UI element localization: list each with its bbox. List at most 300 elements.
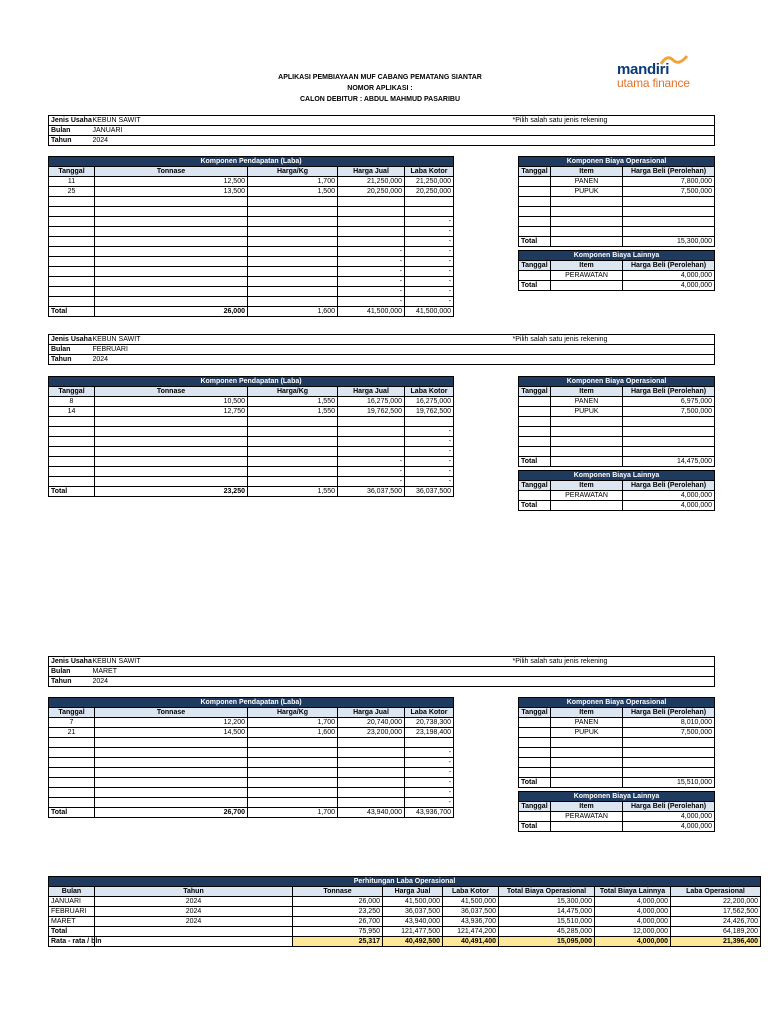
cell-harga-beli: 8,010,000 (623, 718, 715, 728)
cell-tanggal: 14 (49, 407, 95, 417)
cell-laba-kotor: - (405, 427, 454, 437)
total-row (519, 778, 715, 788)
total-harga-beli: 15,510,000 (623, 778, 715, 788)
summary-cell: 24,426,700 (671, 917, 761, 927)
info-row-tahun (49, 677, 715, 687)
total-label: Total (519, 281, 551, 291)
jenis-usaha-value: KEBUN SAWIT (92, 658, 141, 665)
tahun-label: Tahun (49, 355, 91, 365)
summary-average-cell: 21,396,400 (671, 937, 761, 947)
cell-laba-kotor (405, 207, 454, 217)
cell-laba-kotor: - (405, 758, 454, 768)
col-header-item: Item (551, 167, 623, 177)
cell-item: PUPUK (551, 407, 623, 417)
summary-col-header: Laba Kotor (443, 887, 499, 897)
col-header-tanggal: Tanggal (519, 481, 551, 491)
cell-tanggal (519, 748, 551, 758)
col-header-laba-kotor: Laba Kotor (405, 167, 454, 177)
tahun-label: Tahun (49, 677, 91, 687)
cell-tanggal (49, 447, 95, 457)
cell-tonnase (95, 457, 248, 467)
total-label: Total (519, 778, 551, 788)
total-row (519, 822, 715, 832)
cell-harga-jual: 21,250,000 (338, 177, 405, 187)
cell-laba-kotor (405, 738, 454, 748)
cell-item (551, 437, 623, 447)
cell-harga-jual: - (338, 267, 405, 277)
cell-harga-kg (248, 417, 338, 427)
col-header-item: Item (551, 802, 623, 812)
info-row-bulan (49, 126, 715, 136)
cell-item (551, 738, 623, 748)
cell-harga-jual (338, 207, 405, 217)
cell-tonnase (95, 267, 248, 277)
col-header-harga-beli: Harga Beli (Perolehan) (623, 481, 715, 491)
bulan-value: JANUARI (91, 126, 511, 136)
bulan-value: MARET (91, 667, 511, 677)
summary-cell: 4,000,000 (595, 917, 671, 927)
cell-tanggal (519, 758, 551, 768)
cell-tonnase (95, 257, 248, 267)
cell-harga-jual (338, 738, 405, 748)
table-row (49, 758, 454, 768)
cell-harga-jual (338, 798, 405, 808)
cell-tanggal (519, 207, 551, 217)
table-row (49, 417, 454, 427)
cell-harga-kg: 1,550 (248, 407, 338, 417)
application-number: NOMOR APLIKASI : (347, 85, 413, 92)
cell-tonnase: 14,500 (95, 728, 248, 738)
cell-tanggal (49, 798, 95, 808)
cell-item (551, 768, 623, 778)
table-row (519, 217, 715, 227)
empty-cell (511, 667, 715, 677)
cell-tanggal: 25 (49, 187, 95, 197)
summary-average-cell: 25,317 (293, 937, 383, 947)
cell-harga-kg (248, 277, 338, 287)
cell-harga-kg (248, 778, 338, 788)
cell-laba-kotor: - (405, 217, 454, 227)
summary-cell: 41,500,000 (383, 897, 443, 907)
col-header-laba-kotor: Laba Kotor (405, 387, 454, 397)
empty-cell (551, 778, 623, 788)
jenis-usaha-value: KEBUN SAWIT (92, 336, 141, 343)
cell-laba-kotor (405, 417, 454, 427)
cell-item (551, 227, 623, 237)
table-row (519, 271, 715, 281)
col-header-tonnase: Tonnase (95, 167, 248, 177)
cell-laba-kotor: 16,275,000 (405, 397, 454, 407)
table-row (519, 207, 715, 217)
tahun-value: 2024 (91, 677, 511, 687)
cell-harga-beli (623, 427, 715, 437)
info-row-tahun (49, 355, 715, 365)
col-header-harga-beli: Harga Beli (Perolehan) (623, 708, 715, 718)
cell-item (551, 417, 623, 427)
cell-item (551, 758, 623, 768)
info-row-jenis-usaha (49, 335, 715, 345)
summary-col-header: Laba Operasional (671, 887, 761, 897)
rekening-note: *Pilih salah satu jenis rekening (512, 336, 608, 343)
pendapatan-table (48, 156, 454, 317)
cell-harga-jual (338, 788, 405, 798)
cell-tonnase (95, 417, 248, 427)
total-harga-beli: 15,300,000 (623, 237, 715, 247)
cell-tanggal (519, 812, 551, 822)
jenis-usaha-value: KEBUN SAWIT (92, 117, 141, 124)
table-row (49, 247, 454, 257)
cell-tanggal (519, 417, 551, 427)
cell-harga-beli (623, 437, 715, 447)
table-row (519, 748, 715, 758)
summary-cell: 4,000,000 (595, 907, 671, 917)
cell-harga-jual: 19,762,500 (338, 407, 405, 417)
cell-laba-kotor: - (405, 277, 454, 287)
cell-tanggal (49, 277, 95, 287)
cell-harga-kg (248, 457, 338, 467)
cell-tonnase (95, 277, 248, 287)
cell-harga-jual (338, 227, 405, 237)
cell-laba-kotor: - (405, 457, 454, 467)
info-table (48, 115, 715, 146)
col-header-harga-beli: Harga Beli (Perolehan) (623, 387, 715, 397)
jenis-usaha-label: Jenis Usaha (51, 336, 92, 343)
summary-title: Perhitungan Laba Operasional (49, 877, 761, 887)
cell-tanggal: 7 (49, 718, 95, 728)
biaya-operasional-table (518, 376, 715, 467)
table-row (519, 227, 715, 237)
summary-cell: 36,037,500 (383, 907, 443, 917)
cell-tanggal (519, 738, 551, 748)
table-row (49, 177, 454, 187)
info-row-bulan (49, 345, 715, 355)
cell-tanggal (519, 407, 551, 417)
cell-harga-jual (338, 778, 405, 788)
cell-harga-beli: 6,975,000 (623, 397, 715, 407)
biaya-lainnya-title: Komponen Biaya Lainnya (519, 251, 715, 261)
table-row (49, 237, 454, 247)
cell-item: PANEN (551, 718, 623, 728)
total-laba-kotor: 36,037,500 (405, 487, 454, 497)
cell-harga-kg (248, 227, 338, 237)
cell-tanggal (49, 267, 95, 277)
cell-harga-kg (248, 287, 338, 297)
total-tonnase: 26,700 (95, 808, 248, 818)
total-label: Total (519, 822, 551, 832)
cell-tonnase: 10,500 (95, 397, 248, 407)
cell-item (551, 197, 623, 207)
cell-tanggal (49, 207, 95, 217)
biaya-lainnya-table (518, 250, 715, 291)
cell-tanggal (49, 778, 95, 788)
cell-item (551, 748, 623, 758)
summary-col-header: Bulan (49, 887, 95, 897)
bulan-label: Bulan (49, 345, 91, 355)
biaya-operasional-table (518, 156, 715, 247)
cell-tonnase (95, 447, 248, 457)
table-row (49, 217, 454, 227)
tahun-value: 2024 (91, 136, 511, 146)
table-row (49, 447, 454, 457)
cell-harga-kg (248, 427, 338, 437)
cell-tonnase: 12,200 (95, 718, 248, 728)
col-header-tonnase: Tonnase (95, 387, 248, 397)
cell-tanggal: 11 (49, 177, 95, 187)
info-table (48, 334, 715, 365)
cell-harga-jual (338, 437, 405, 447)
summary-col-header: Tahun (95, 887, 293, 897)
total-row (49, 307, 454, 317)
cell-harga-kg (248, 197, 338, 207)
summary-total-cell: 12,000,000 (595, 927, 671, 937)
cell-tanggal (519, 718, 551, 728)
table-row (519, 177, 715, 187)
cell-tonnase (95, 798, 248, 808)
total-harga-beli: 4,000,000 (623, 822, 715, 832)
summary-col-header: Total Biaya Lainnya (595, 887, 671, 897)
cell-harga-beli (623, 758, 715, 768)
summary-average-cell: 4,000,000 (595, 937, 671, 947)
mandiri-logo (617, 52, 717, 94)
total-row (519, 281, 715, 291)
total-harga-kg: 1,700 (248, 808, 338, 818)
cell-laba-kotor: 19,762,500 (405, 407, 454, 417)
cell-tanggal: 8 (49, 397, 95, 407)
cell-tonnase (95, 768, 248, 778)
table-row (49, 768, 454, 778)
cell-tanggal (519, 217, 551, 227)
cell-tonnase (95, 287, 248, 297)
col-header-harga-jual: Harga Jual (338, 387, 405, 397)
total-laba-kotor: 43,936,700 (405, 808, 454, 818)
summary-cell: 36,037,500 (443, 907, 499, 917)
cell-tonnase (95, 748, 248, 758)
summary-col-header: Harga Jual (383, 887, 443, 897)
biaya-lainnya-table (518, 470, 715, 511)
col-header-harga-kg: Harga/Kg (248, 387, 338, 397)
table-row (519, 197, 715, 207)
cell-item: PUPUK (551, 728, 623, 738)
table-row (49, 397, 454, 407)
summary-average-cell: 15,095,000 (499, 937, 595, 947)
col-header-harga-kg: Harga/Kg (248, 708, 338, 718)
total-label: Total (519, 457, 551, 467)
cell-harga-beli (623, 217, 715, 227)
total-laba-kotor: 41,500,000 (405, 307, 454, 317)
cell-item: PERAWATAN (551, 271, 623, 281)
info-row-jenis-usaha (49, 657, 715, 667)
total-harga-beli: 14,475,000 (623, 457, 715, 467)
col-header-item: Item (551, 481, 623, 491)
biaya-operasional-table (518, 697, 715, 788)
cell-tonnase (95, 758, 248, 768)
summary-row (49, 897, 761, 907)
jenis-usaha-label: Jenis Usaha (51, 117, 92, 124)
col-header-harga-beli: Harga Beli (Perolehan) (623, 802, 715, 812)
table-row (519, 738, 715, 748)
cell-harga-kg: 1,550 (248, 397, 338, 407)
cell-laba-kotor: - (405, 798, 454, 808)
cell-tanggal (49, 788, 95, 798)
summary-col-header: Total Biaya Operasional (499, 887, 595, 897)
cell-harga-kg (248, 217, 338, 227)
total-tonnase: 23,250 (95, 487, 248, 497)
empty-cell (511, 136, 715, 146)
cell-harga-kg (248, 788, 338, 798)
cell-tanggal (519, 187, 551, 197)
table-row (519, 491, 715, 501)
pendapatan-table (48, 376, 454, 497)
cell-laba-kotor: - (405, 287, 454, 297)
info-row-jenis-usaha (49, 116, 715, 126)
biaya-lainnya-table (518, 791, 715, 832)
table-row (519, 728, 715, 738)
cell-harga-kg: 1,500 (248, 187, 338, 197)
cell-tonnase (95, 297, 248, 307)
cell-tanggal (49, 758, 95, 768)
empty-cell (551, 457, 623, 467)
cell-tonnase: 12,750 (95, 407, 248, 417)
empty-cell (551, 822, 623, 832)
summary-cell: FEBRUARI (49, 907, 95, 917)
biaya-operasional-title: Komponen Biaya Operasional (519, 377, 715, 387)
cell-harga-jual: - (338, 477, 405, 487)
table-row (49, 477, 454, 487)
cell-laba-kotor: - (405, 437, 454, 447)
cell-tonnase (95, 197, 248, 207)
cell-harga-jual: - (338, 277, 405, 287)
cell-harga-kg (248, 437, 338, 447)
cell-harga-beli: 7,800,000 (623, 177, 715, 187)
cell-harga-beli (623, 417, 715, 427)
summary-cell: 2024 (95, 917, 293, 927)
summary-total-cell: 64,189,200 (671, 927, 761, 937)
cell-laba-kotor: - (405, 257, 454, 267)
col-header-harga-jual: Harga Jual (338, 708, 405, 718)
summary-cell: 17,562,500 (671, 907, 761, 917)
cell-harga-kg (248, 267, 338, 277)
cell-tanggal (49, 427, 95, 437)
jenis-usaha-label: Jenis Usaha (51, 658, 92, 665)
cell-harga-kg (248, 257, 338, 267)
cell-harga-beli (623, 197, 715, 207)
total-label: Total (49, 808, 95, 818)
cell-harga-beli (623, 207, 715, 217)
bulan-label: Bulan (49, 126, 91, 136)
summary-total-cell: 121,477,500 (383, 927, 443, 937)
summary-average-cell: 40,491,400 (443, 937, 499, 947)
empty-cell (511, 355, 715, 365)
summary-row (49, 907, 761, 917)
cell-harga-kg: 1,600 (248, 728, 338, 738)
col-header-laba-kotor: Laba Kotor (405, 708, 454, 718)
pendapatan-title: Komponen Pendapatan (Laba) (49, 698, 454, 708)
cell-tonnase: 13,500 (95, 187, 248, 197)
empty-cell (551, 237, 623, 247)
cell-tanggal (49, 287, 95, 297)
cell-harga-beli: 7,500,000 (623, 728, 715, 738)
cell-laba-kotor: - (405, 788, 454, 798)
cell-harga-jual: - (338, 247, 405, 257)
cell-harga-kg: 1,700 (248, 718, 338, 728)
cell-harga-beli: 4,000,000 (623, 812, 715, 822)
col-header-tonnase: Tonnase (95, 708, 248, 718)
table-row (49, 748, 454, 758)
tahun-label: Tahun (49, 136, 91, 146)
cell-item: PERAWATAN (551, 491, 623, 501)
info-row-tahun (49, 136, 715, 146)
cell-laba-kotor: - (405, 477, 454, 487)
table-row (519, 417, 715, 427)
cell-harga-jual (338, 217, 405, 227)
cell-tanggal (519, 437, 551, 447)
table-row (49, 437, 454, 447)
summary-total-cell (95, 927, 293, 937)
cell-laba-kotor: - (405, 778, 454, 788)
total-row (49, 808, 454, 818)
cell-tanggal (49, 227, 95, 237)
cell-harga-jual (338, 237, 405, 247)
table-row (49, 187, 454, 197)
cell-tanggal (49, 748, 95, 758)
cell-tanggal (519, 397, 551, 407)
col-header-harga-jual: Harga Jual (338, 167, 405, 177)
cell-harga-beli: 4,000,000 (623, 491, 715, 501)
cell-laba-kotor: - (405, 467, 454, 477)
summary-total-cell: Total (49, 927, 95, 937)
table-row (519, 768, 715, 778)
col-header-tanggal: Tanggal (49, 387, 95, 397)
col-header-item: Item (551, 387, 623, 397)
empty-cell (551, 281, 623, 291)
cell-item: PANEN (551, 177, 623, 187)
cell-harga-beli: 4,000,000 (623, 271, 715, 281)
empty-cell (511, 126, 715, 136)
table-row (519, 407, 715, 417)
cell-harga-kg (248, 748, 338, 758)
cell-harga-kg (248, 768, 338, 778)
table-row (49, 778, 454, 788)
summary-cell: 43,936,700 (443, 917, 499, 927)
cell-tonnase (95, 477, 248, 487)
cell-tanggal (49, 477, 95, 487)
cell-harga-kg (248, 477, 338, 487)
cell-tanggal (49, 217, 95, 227)
table-row (49, 788, 454, 798)
cell-harga-beli (623, 738, 715, 748)
cell-item (551, 447, 623, 457)
logo-subtitle: utama finance (617, 76, 690, 90)
empty-cell (511, 345, 715, 355)
cell-tanggal (519, 197, 551, 207)
cell-tanggal (49, 417, 95, 427)
cell-tanggal (519, 491, 551, 501)
cell-tanggal (519, 271, 551, 281)
cell-tanggal: 21 (49, 728, 95, 738)
table-row (519, 397, 715, 407)
summary-col-header: Tonnase (293, 887, 383, 897)
cell-laba-kotor (405, 197, 454, 207)
total-label: Total (519, 237, 551, 247)
cell-laba-kotor: - (405, 768, 454, 778)
cell-laba-kotor: 23,198,400 (405, 728, 454, 738)
table-row (49, 457, 454, 467)
biaya-operasional-title: Komponen Biaya Operasional (519, 698, 715, 708)
cell-tanggal (49, 738, 95, 748)
cell-tonnase (95, 237, 248, 247)
summary-cell: JANUARI (49, 897, 95, 907)
cell-harga-beli (623, 227, 715, 237)
